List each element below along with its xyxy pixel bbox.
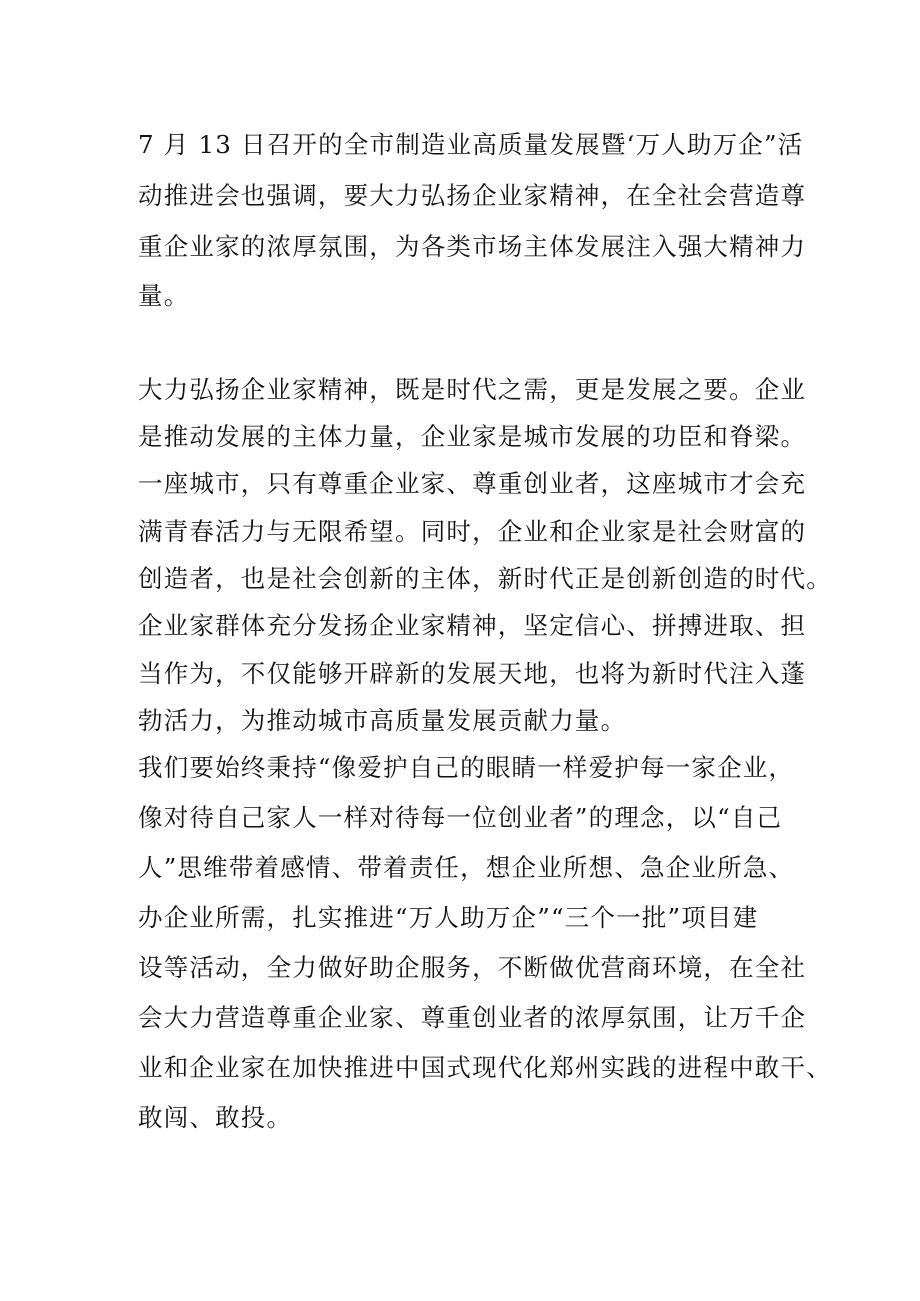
paragraph-line: 7 月 13 日召开的全市制造业高质量发展暨‘万人助万企”活 xyxy=(138,130,804,159)
paragraph-line: 企业家群体充分发扬企业家精神，坚定信心、拼搏进取、担 xyxy=(138,611,807,640)
paragraph-line: 人”思维带着感情、带着责任，想企业所想、急企业所急、 xyxy=(138,853,795,882)
paragraph-line: 办企业所需，扎实推进“万人助万企”“三个一批”项目建 xyxy=(138,903,759,932)
paragraph-line: 敢闯、敢投。 xyxy=(138,1103,293,1132)
paragraph-line: 一座城市，只有尊重企业家、尊重创业者，这座城市才会充 xyxy=(138,469,807,498)
paragraph-line: 重企业家的浓厚氛围，为各类市场主体发展注入强大精神力 xyxy=(138,232,807,261)
paragraph-line: 像对待自己家人一样对待每一位创业者”的理念，以“自己 xyxy=(138,803,783,832)
paragraph-line: 量。 xyxy=(138,281,190,310)
paragraph-line: 我们要始终秉持“像爱护自己的眼睛一样爱护每一家企业， xyxy=(138,753,795,782)
paragraph-line: 满青春活力与无限希望。同时，企业和企业家是社会财富的 xyxy=(138,517,807,546)
paragraph-line: 动推进会也强调，要大力弘扬企业家精神，在全社会营造尊 xyxy=(138,181,807,210)
paragraph-line: 业和企业家在加快推进中国式现代化郑州实践的进程中敢干、 xyxy=(138,1053,832,1082)
paragraph-line: 设等活动，全力做好助企服务，不断做优营商环境，在全社 xyxy=(138,953,807,982)
paragraph-line: 勃活力，为推动城市高质量发展贡献力量。 xyxy=(138,706,627,735)
paragraph-line: 大力弘扬企业家精神，既是时代之需，更是发展之要。企业 xyxy=(138,375,807,404)
paragraph-line: 是推动发展的主体力量，企业家是城市发展的功臣和脊梁。 xyxy=(138,422,807,451)
paragraph-line: 会大力营造尊重企业家、尊重创业者的浓厚氛围，让万千企 xyxy=(138,1003,807,1032)
paragraph-line: 当作为，不仅能够开辟新的发展天地，也将为新时代注入蓬 xyxy=(138,659,807,688)
paragraph-line: 创造者，也是社会创新的主体，新时代正是创新创造的时代。 xyxy=(138,564,832,593)
